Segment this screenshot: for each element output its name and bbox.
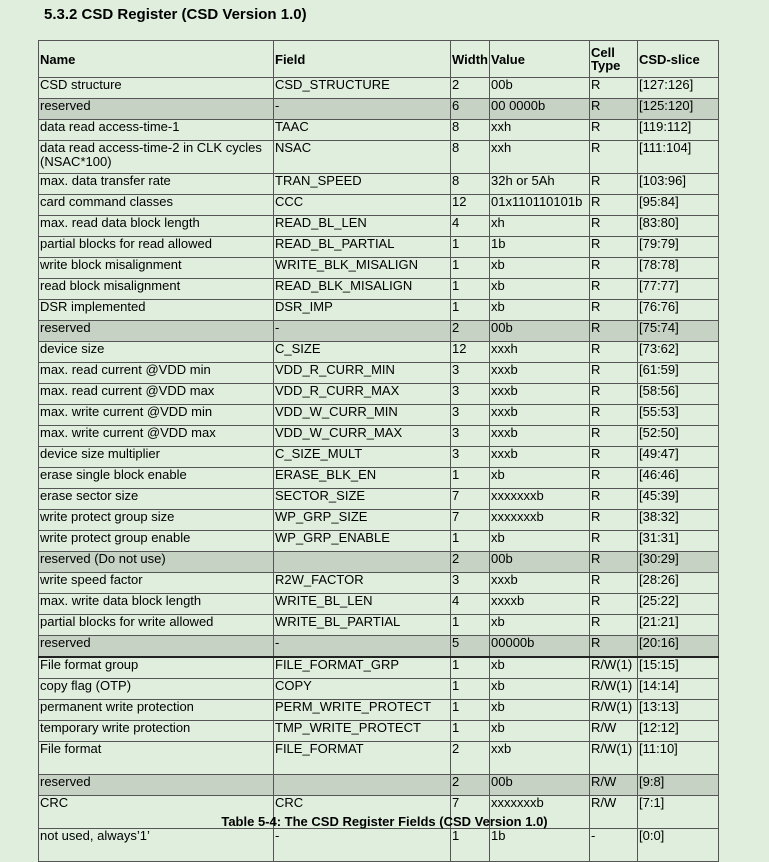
cell-slice: [127:126]: [638, 78, 719, 99]
cell-value: xxxb: [490, 426, 590, 447]
table-row: [39, 829, 719, 862]
cell-field: READ_BLK_MISALIGN: [274, 279, 451, 300]
cell-width: 8: [451, 174, 490, 195]
table-row: [39, 258, 719, 279]
table-row: [39, 700, 719, 721]
cell-name: reserved: [39, 775, 274, 796]
table-header-row: [39, 41, 719, 78]
cell-field: WRITE_BL_PARTIAL: [274, 615, 451, 636]
cell-width: 1: [451, 258, 490, 279]
cell-name: permanent write protection: [39, 700, 274, 721]
table-row: [39, 216, 719, 237]
cell-slice: [46:46]: [638, 468, 719, 489]
cell-slice: [12:12]: [638, 721, 719, 742]
cell-name: data read access-time-2 in CLK cycles (NSAC*100): [39, 141, 274, 174]
cell-field: C_SIZE: [274, 342, 451, 363]
cell-slice: [77:77]: [638, 279, 719, 300]
cell-value: xxxxxxxb: [490, 489, 590, 510]
cell-type: R: [590, 237, 638, 258]
cell-width: 3: [451, 426, 490, 447]
cell-name: reserved (Do not use): [39, 552, 274, 573]
cell-type: R/W(1): [590, 700, 638, 721]
cell-field: COPY: [274, 679, 451, 700]
table-row: [39, 552, 719, 573]
cell-field: VDD_R_CURR_MAX: [274, 384, 451, 405]
cell-name: File format: [39, 742, 274, 775]
cell-name: reserved: [39, 636, 274, 658]
cell-name: max. data transfer rate: [39, 174, 274, 195]
col-header-width: Width: [451, 41, 490, 78]
cell-field: READ_BL_LEN: [274, 216, 451, 237]
cell-field: SECTOR_SIZE: [274, 489, 451, 510]
table-row: [39, 120, 719, 141]
cell-field: C_SIZE_MULT: [274, 447, 451, 468]
cell-type: R/W(1): [590, 742, 638, 775]
cell-value: 32h or 5Ah: [490, 174, 590, 195]
cell-name: write protect group enable: [39, 531, 274, 552]
cell-width: 1: [451, 468, 490, 489]
table-row: [39, 636, 719, 658]
cell-width: 3: [451, 384, 490, 405]
cell-type: R: [590, 279, 638, 300]
cell-width: 4: [451, 216, 490, 237]
cell-field: PERM_WRITE_PROTECT: [274, 700, 451, 721]
table-row: [39, 742, 719, 775]
cell-field: VDD_R_CURR_MIN: [274, 363, 451, 384]
cell-name: CSD structure: [39, 78, 274, 99]
cell-name: device size: [39, 342, 274, 363]
cell-width: 7: [451, 796, 490, 829]
table-row: [39, 489, 719, 510]
cell-width: 2: [451, 78, 490, 99]
cell-name: not used, always’1’: [39, 829, 274, 862]
cell-name: partial blocks for write allowed: [39, 615, 274, 636]
cell-type: R: [590, 120, 638, 141]
cell-name: write block misalignment: [39, 258, 274, 279]
cell-width: 1: [451, 279, 490, 300]
cell-field: TMP_WRITE_PROTECT: [274, 721, 451, 742]
cell-field: CRC: [274, 796, 451, 829]
cell-type: R: [590, 531, 638, 552]
table-row: [39, 342, 719, 363]
cell-value: 00b: [490, 321, 590, 342]
table-row: [39, 679, 719, 700]
cell-value: xb: [490, 468, 590, 489]
cell-field: TRAN_SPEED: [274, 174, 451, 195]
cell-type: R/W: [590, 721, 638, 742]
cell-field: -: [274, 321, 451, 342]
cell-type: R: [590, 468, 638, 489]
cell-type: R: [590, 426, 638, 447]
cell-slice: [14:14]: [638, 679, 719, 700]
cell-slice: [111:104]: [638, 141, 719, 174]
cell-field: WP_GRP_SIZE: [274, 510, 451, 531]
cell-width: 3: [451, 363, 490, 384]
cell-width: 2: [451, 742, 490, 775]
cell-name: max. write current @VDD max: [39, 426, 274, 447]
cell-slice: [78:78]: [638, 258, 719, 279]
cell-name: data read access-time-1: [39, 120, 274, 141]
cell-field: -: [274, 636, 451, 658]
cell-type: R: [590, 258, 638, 279]
table-row: [39, 573, 719, 594]
cell-width: 12: [451, 195, 490, 216]
cell-field: WRITE_BLK_MISALIGN: [274, 258, 451, 279]
cell-type: R: [590, 489, 638, 510]
cell-field: -: [274, 829, 451, 862]
cell-value: xxxb: [490, 405, 590, 426]
cell-type: R: [590, 141, 638, 174]
cell-field: CCC: [274, 195, 451, 216]
col-header-value: Value: [490, 41, 590, 78]
table-row: [39, 279, 719, 300]
cell-value: 00b: [490, 775, 590, 796]
cell-width: 8: [451, 141, 490, 174]
cell-slice: [76:76]: [638, 300, 719, 321]
cell-width: 1: [451, 700, 490, 721]
table-row: [39, 300, 719, 321]
cell-field: CSD_STRUCTURE: [274, 78, 451, 99]
cell-type: R: [590, 447, 638, 468]
cell-slice: [103:96]: [638, 174, 719, 195]
cell-slice: [95:84]: [638, 195, 719, 216]
cell-width: 1: [451, 721, 490, 742]
table-row: [39, 775, 719, 796]
cell-value: xxxh: [490, 342, 590, 363]
cell-value: xb: [490, 657, 590, 679]
cell-width: 8: [451, 120, 490, 141]
cell-type: R: [590, 216, 638, 237]
cell-slice: [58:56]: [638, 384, 719, 405]
cell-slice: [20:16]: [638, 636, 719, 658]
cell-field: READ_BL_PARTIAL: [274, 237, 451, 258]
cell-width: 1: [451, 829, 490, 862]
cell-width: 1: [451, 237, 490, 258]
cell-slice: [0:0]: [638, 829, 719, 862]
cell-type: R: [590, 342, 638, 363]
cell-value: xxxb: [490, 384, 590, 405]
cell-field: VDD_W_CURR_MAX: [274, 426, 451, 447]
cell-field: ERASE_BLK_EN: [274, 468, 451, 489]
cell-value: xb: [490, 258, 590, 279]
section-heading: 5.3.2 CSD Register (CSD Version 1.0): [44, 6, 307, 23]
cell-slice: [73:62]: [638, 342, 719, 363]
cell-slice: [75:74]: [638, 321, 719, 342]
cell-field: R2W_FACTOR: [274, 573, 451, 594]
cell-width: 3: [451, 573, 490, 594]
table-row: [39, 384, 719, 405]
cell-value: 01x110110101b: [490, 195, 590, 216]
cell-type: R: [590, 384, 638, 405]
cell-type: R: [590, 573, 638, 594]
csd-register-table: [38, 40, 719, 862]
cell-field: NSAC: [274, 141, 451, 174]
table-row: [39, 363, 719, 384]
cell-name: reserved: [39, 99, 274, 120]
cell-value: xxh: [490, 120, 590, 141]
cell-name: erase single block enable: [39, 468, 274, 489]
cell-value: xb: [490, 531, 590, 552]
cell-name: max. write current @VDD min: [39, 405, 274, 426]
cell-type: R/W(1): [590, 679, 638, 700]
col-header-cell-type: Cell Type: [590, 41, 638, 78]
cell-value: xxxb: [490, 573, 590, 594]
cell-width: 3: [451, 405, 490, 426]
cell-slice: [25:22]: [638, 594, 719, 615]
cell-slice: [38:32]: [638, 510, 719, 531]
table-row: [39, 426, 719, 447]
cell-slice: [49:47]: [638, 447, 719, 468]
cell-width: 7: [451, 510, 490, 531]
table-row: [39, 141, 719, 174]
cell-value: 00000b: [490, 636, 590, 658]
table-row: [39, 510, 719, 531]
cell-value: xxxb: [490, 447, 590, 468]
cell-slice: [45:39]: [638, 489, 719, 510]
cell-field: WP_GRP_ENABLE: [274, 531, 451, 552]
cell-type: R: [590, 510, 638, 531]
cell-field: [274, 775, 451, 796]
cell-width: 3: [451, 447, 490, 468]
table-row: [39, 447, 719, 468]
cell-type: R: [590, 636, 638, 658]
cell-width: 1: [451, 657, 490, 679]
cell-value: xxxb: [490, 363, 590, 384]
cell-type: R/W(1): [590, 657, 638, 679]
table-row: [39, 174, 719, 195]
col-header-field: Field: [274, 41, 451, 78]
cell-name: max. write data block length: [39, 594, 274, 615]
cell-field: DSR_IMP: [274, 300, 451, 321]
cell-slice: [30:29]: [638, 552, 719, 573]
cell-width: 5: [451, 636, 490, 658]
cell-value: xxh: [490, 141, 590, 174]
table-row: [39, 531, 719, 552]
cell-width: 2: [451, 321, 490, 342]
cell-name: device size multiplier: [39, 447, 274, 468]
cell-type: R: [590, 300, 638, 321]
cell-value: 1b: [490, 829, 590, 862]
cell-name: File format group: [39, 657, 274, 679]
cell-width: 7: [451, 489, 490, 510]
cell-type: R: [590, 99, 638, 120]
cell-field: WRITE_BL_LEN: [274, 594, 451, 615]
cell-type: R/W: [590, 796, 638, 829]
cell-slice: [13:13]: [638, 700, 719, 721]
cell-value: 00 0000b: [490, 99, 590, 120]
cell-value: xb: [490, 679, 590, 700]
cell-width: 2: [451, 775, 490, 796]
table-row: [39, 615, 719, 636]
cell-type: R: [590, 552, 638, 573]
cell-type: R: [590, 615, 638, 636]
cell-slice: [119:112]: [638, 120, 719, 141]
cell-width: 1: [451, 679, 490, 700]
cell-slice: [31:31]: [638, 531, 719, 552]
cell-width: 1: [451, 300, 490, 321]
cell-value: xh: [490, 216, 590, 237]
cell-type: R: [590, 363, 638, 384]
cell-value: 1b: [490, 237, 590, 258]
cell-width: 6: [451, 99, 490, 120]
cell-slice: [55:53]: [638, 405, 719, 426]
cell-name: card command classes: [39, 195, 274, 216]
table-row: [39, 237, 719, 258]
cell-value: xb: [490, 615, 590, 636]
cell-value: xxxxxxxb: [490, 510, 590, 531]
cell-value: xb: [490, 700, 590, 721]
cell-field: [274, 552, 451, 573]
cell-slice: [83:80]: [638, 216, 719, 237]
cell-slice: [9:8]: [638, 775, 719, 796]
cell-type: R: [590, 174, 638, 195]
cell-name: DSR implemented: [39, 300, 274, 321]
cell-type: -: [590, 829, 638, 862]
cell-value: xb: [490, 300, 590, 321]
cell-slice: [7:1]: [638, 796, 719, 829]
table-caption: Table 5-4: The CSD Register Fields (CSD Version 1.0): [221, 814, 548, 829]
cell-name: copy flag (OTP): [39, 679, 274, 700]
cell-slice: [79:79]: [638, 237, 719, 258]
table-row: [39, 721, 719, 742]
cell-name: temporary write protection: [39, 721, 274, 742]
cell-name: read block misalignment: [39, 279, 274, 300]
cell-name: erase sector size: [39, 489, 274, 510]
cell-width: 1: [451, 531, 490, 552]
cell-value: xxxxb: [490, 594, 590, 615]
cell-value: 00b: [490, 552, 590, 573]
cell-name: partial blocks for read allowed: [39, 237, 274, 258]
cell-width: 1: [451, 615, 490, 636]
cell-slice: [61:59]: [638, 363, 719, 384]
table-row: [39, 99, 719, 120]
cell-field: FILE_FORMAT: [274, 742, 451, 775]
table-row: [39, 321, 719, 342]
cell-value: xxb: [490, 742, 590, 775]
cell-slice: [15:15]: [638, 657, 719, 679]
cell-value: 00b: [490, 78, 590, 99]
cell-type: R: [590, 78, 638, 99]
cell-field: TAAC: [274, 120, 451, 141]
col-header-csd-slice: CSD-slice: [638, 41, 719, 78]
table-row: [39, 594, 719, 615]
table-row: [39, 468, 719, 489]
table-row: [39, 405, 719, 426]
cell-name: reserved: [39, 321, 274, 342]
table-row: [39, 78, 719, 99]
cell-slice: [28:26]: [638, 573, 719, 594]
table-row: [39, 657, 719, 679]
cell-type: R/W: [590, 775, 638, 796]
cell-field: VDD_W_CURR_MIN: [274, 405, 451, 426]
cell-width: 2: [451, 552, 490, 573]
cell-field: FILE_FORMAT_GRP: [274, 657, 451, 679]
cell-slice: [21:21]: [638, 615, 719, 636]
cell-width: 12: [451, 342, 490, 363]
cell-slice: [11:10]: [638, 742, 719, 775]
cell-slice: [125:120]: [638, 99, 719, 120]
col-header-name: Name: [39, 41, 274, 78]
cell-field: -: [274, 99, 451, 120]
cell-slice: [52:50]: [638, 426, 719, 447]
table-row: [39, 195, 719, 216]
cell-width: 4: [451, 594, 490, 615]
cell-value: xxxxxxxb: [490, 796, 590, 829]
cell-value: xb: [490, 721, 590, 742]
cell-name: max. read data block length: [39, 216, 274, 237]
cell-type: R: [590, 195, 638, 216]
table-body: [39, 78, 719, 862]
cell-type: R: [590, 321, 638, 342]
cell-name: max. read current @VDD min: [39, 363, 274, 384]
cell-name: write protect group size: [39, 510, 274, 531]
cell-name: max. read current @VDD max: [39, 384, 274, 405]
cell-name: write speed factor: [39, 573, 274, 594]
cell-type: R: [590, 594, 638, 615]
cell-name: CRC: [39, 796, 274, 829]
cell-type: R: [590, 405, 638, 426]
cell-value: xb: [490, 279, 590, 300]
